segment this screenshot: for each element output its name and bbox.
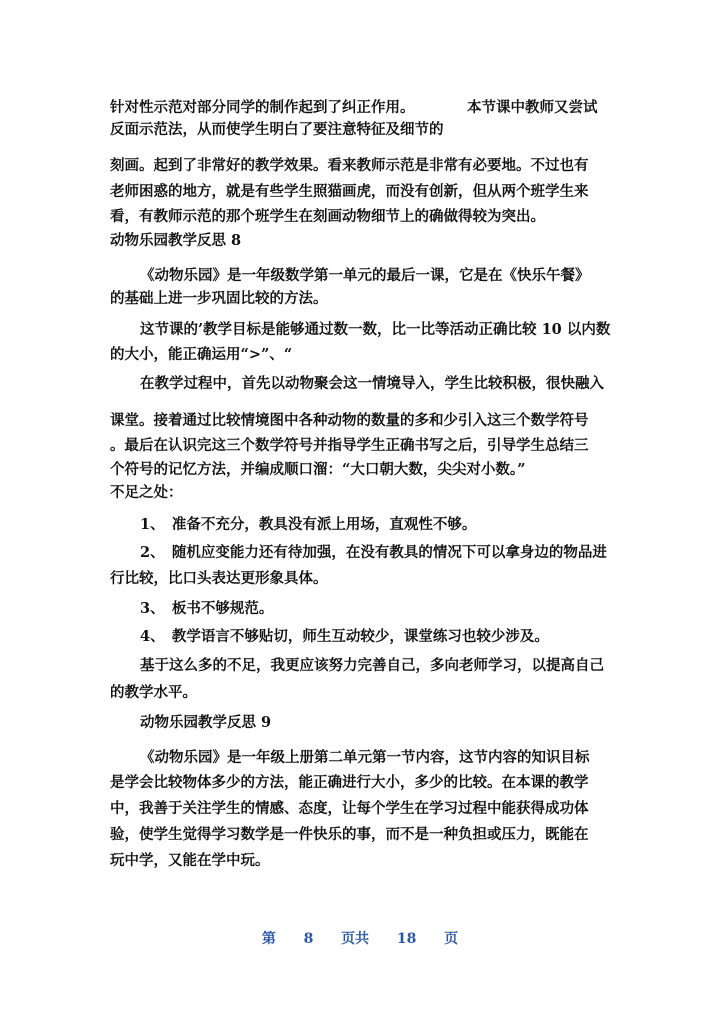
text-line: 中，我善于关注学生的情感、态度，让每个学生在学习过程中能获得成功体 <box>110 800 589 817</box>
page-middle: 页共 <box>341 931 370 947</box>
text-line: 。最后在认识完这三个数学符号并指导学生正确书写之后，引导学生总结三 <box>110 437 589 454</box>
text-line: 是学会比较物体多少的方法，能正确进行大小，多少的比较。在本课的教学 <box>110 774 589 791</box>
text-line: 不足之处： <box>110 484 183 501</box>
list-item: 1、 准备不充分，教具没有派上用场，直观性不够。 <box>140 516 477 533</box>
text-line: 《动物乐园》是一年级上册第二单元第一节内容，这节内容的知识目标 <box>140 749 590 766</box>
text-line: 针对性示范对部分同学的制作起到了纠正作用。 <box>110 99 415 116</box>
text-line: 老师困惑的地方，就是有些学生照猫画虎，而没有创新，但从两个班学生来 <box>110 183 589 200</box>
text-line: 的教学水平。 <box>110 684 197 701</box>
text-line: 个符号的记忆方法，并编成顺口溜：“大口朝大数，尖尖对小数。” <box>110 461 526 478</box>
text-line: 反面示范法，从而使学生明白了要注意特征及细节的 <box>110 121 444 138</box>
list-item: 2、 随机应变能力还有待加强，在没有教具的情况下可以拿身边的物品进 <box>140 544 607 561</box>
section-heading: 动物乐园教学反思 9 <box>140 714 272 731</box>
list-item: 3、 板书不够规范。 <box>140 600 274 617</box>
text-line: 这节课的’教学目标是能够通过数一数，比一比等活动正确比较 10 以内数 <box>140 321 611 338</box>
text-line: 基于这么多的不足，我更应该努力完善自己，多向老师学习，以提高自己 <box>140 657 604 674</box>
text-line: 的大小，能正确运用“>”、“ <box>110 346 293 363</box>
text-line: 在教学过程中，首先以动物聚会这一情境导入，学生比较积极，很快融入 <box>140 375 604 392</box>
list-item: 4、 教学语言不够贴切，师生互动较少，课堂练习也较少涉及。 <box>140 628 549 645</box>
text-line: 看，有教师示范的那个班学生在刻画动物细节上的确做得较为突出。 <box>110 208 545 225</box>
page-prefix: 第 <box>261 931 276 947</box>
text-line: 验，使学生觉得学习数学是一件快乐的事，而不是一种负担或压力，既能在 <box>110 826 589 843</box>
page-current: 8 <box>303 931 314 947</box>
page-footer <box>0 928 720 948</box>
text-line: 玩中学，又能在学中玩。 <box>110 852 270 869</box>
text-line: 行比较，比口头表达更形象具体。 <box>110 570 328 587</box>
text-line: 刻画。起到了非常好的教学效果。看来教师示范是非常有必要地。不过也有 <box>110 157 589 174</box>
text-line: 课堂。接着通过比较情境图中各种动物的数量的多和少引入这三个数学符号 <box>110 412 589 429</box>
page-suffix: 页 <box>444 931 459 947</box>
section-heading: 动物乐园教学反思 8 <box>110 232 242 249</box>
text-line: 的基础上进一步巩固比较的方法。 <box>110 290 328 307</box>
text-line: 《动物乐园》是一年级数学第一单元的最后一课，它是在《快乐午餐》 <box>140 267 590 284</box>
page-total: 18 <box>396 931 417 947</box>
text-line: 本节课中教师又尝试 <box>467 99 598 116</box>
